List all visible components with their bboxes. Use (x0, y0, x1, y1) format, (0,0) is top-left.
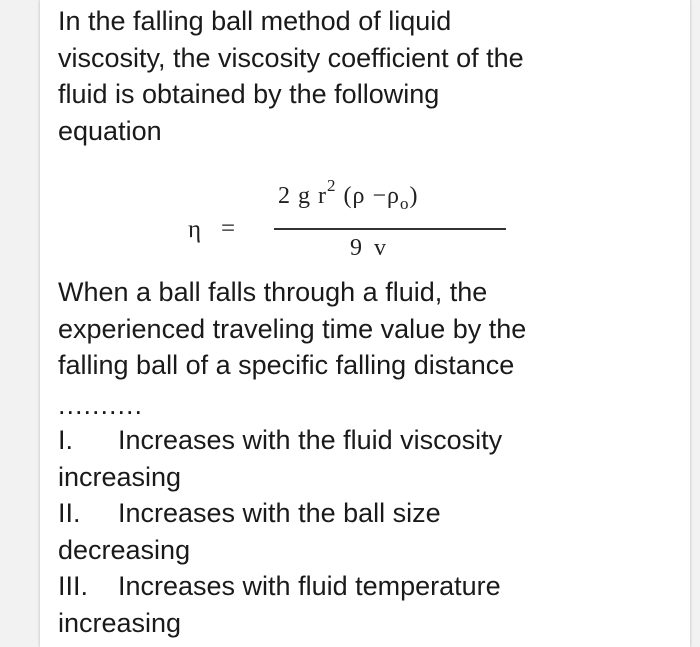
fraction-bar (274, 228, 506, 230)
list-item (58, 568, 678, 605)
question-line: When a ball falls through a fluid, the (58, 277, 488, 307)
question-line: experienced traveling time value by the (58, 313, 527, 344)
list-item (58, 422, 678, 459)
list-item (58, 495, 678, 532)
question-line: falling ball of a specific falling distance (58, 350, 515, 380)
numerator-exponent: 2 (327, 176, 337, 195)
viscosity-equation (40, 175, 690, 275)
item-text-continuation: increasing (58, 607, 182, 638)
intro-line: equation (58, 115, 162, 146)
intro-line: viscosity, the viscosity coefficient of the (58, 42, 524, 73)
question-card (40, 0, 690, 647)
item-text: Increases with fluid temperature (118, 571, 501, 601)
item-text-continuation: increasing (58, 461, 182, 492)
blank-dots: .......... (58, 390, 144, 420)
intro-line: fluid is obtained by the following (58, 79, 440, 109)
item-text: Increases with the ball size (118, 498, 441, 528)
equation-denominator: 9 v (350, 235, 389, 261)
item-number: I. (58, 425, 74, 455)
numerator-close: ) (409, 183, 419, 209)
numerator-subscript: o (399, 193, 410, 213)
item-text-continuation: decreasing (58, 534, 191, 565)
statement-list (58, 422, 678, 641)
equation-lhs: η (188, 216, 202, 243)
equation-equals: = (221, 215, 236, 242)
numerator-open: (ρ −ρ (336, 183, 400, 209)
equation-numerator (278, 176, 419, 214)
numerator-main: 2 g r (278, 183, 327, 209)
question-paragraph (58, 274, 678, 384)
intro-paragraph (58, 3, 678, 149)
item-text: Increases with the fluid viscosity (118, 425, 503, 455)
item-number: III. (58, 571, 89, 601)
intro-line: In the falling ball method of liquid (58, 6, 452, 36)
item-number: II. (58, 498, 81, 528)
